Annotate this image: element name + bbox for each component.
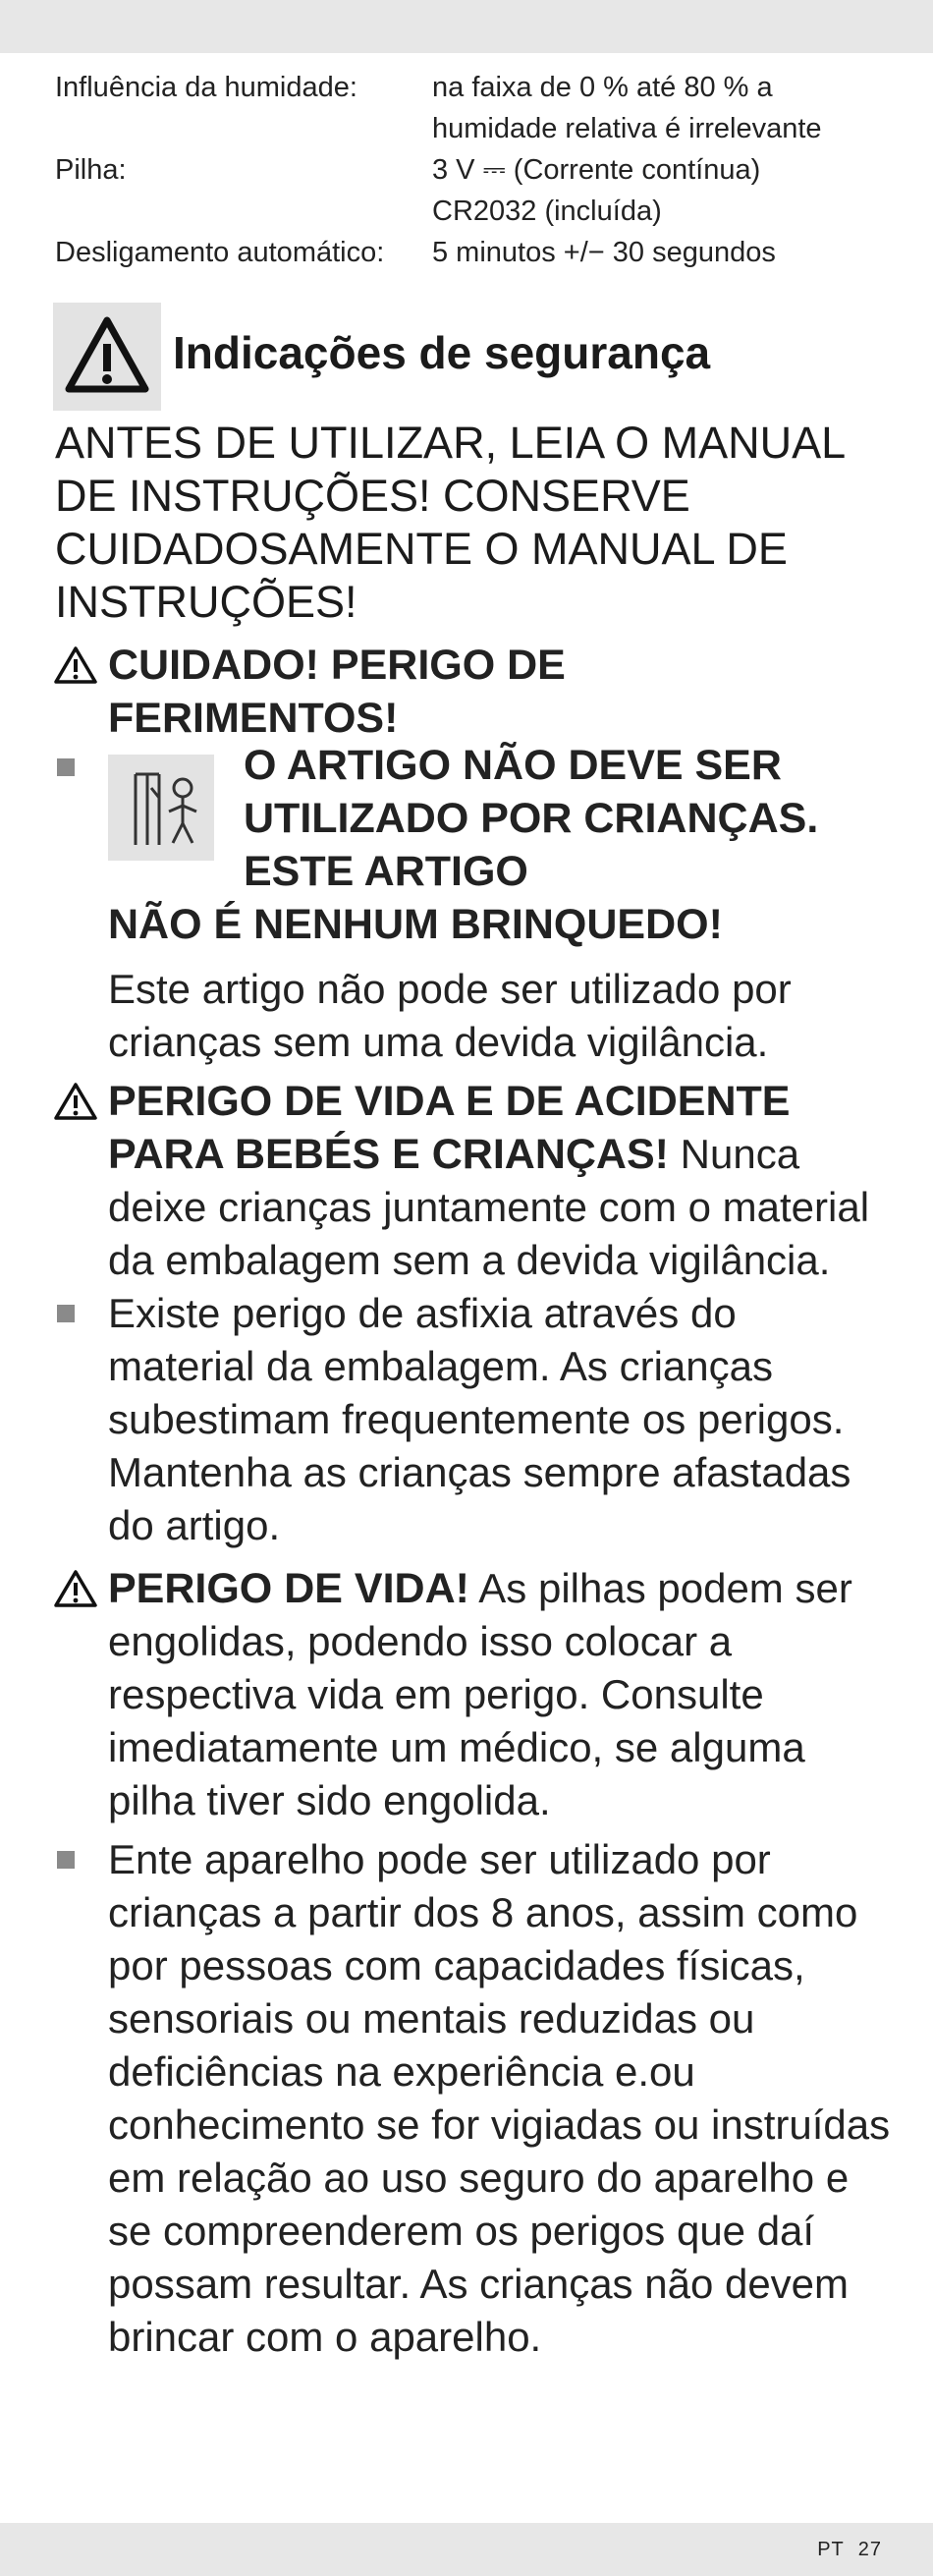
- warning-icon-box: [53, 303, 161, 411]
- warning-icon: [53, 1568, 98, 1609]
- page-footer: [803, 2539, 882, 2561]
- warning-icon: [53, 1081, 98, 1122]
- warning-triangle-icon: [53, 303, 161, 411]
- spec-label-auto-off: Desligamento automático:: [55, 237, 385, 268]
- bottom-bar: [0, 2523, 933, 2576]
- caps-notice: ANTES DE UTILIZAR, LEIA O MANUAL DE INSTRUÇÕES! CONSERVE CUIDADOSAMENTE O MANUAL DE INSTRUÇÕES!: [55, 418, 845, 627]
- warning-icon: [53, 644, 98, 686]
- caution-heading: CUIDADO! PERIGO DE FERIMENTOS!: [108, 642, 566, 742]
- bullet: [57, 1305, 75, 1322]
- spec-value-battery: 3 V ⎓ (Corrente contínua): [432, 154, 761, 186]
- danger-children-heading: PERIGO DE VIDA E DE ACIDENTE PARA BEBÉS E CRIANÇAS!: [108, 1078, 791, 1178]
- bullet: [57, 1851, 75, 1869]
- footer-language: PT: [817, 2539, 845, 2560]
- child-icon: [108, 755, 214, 861]
- asphyxia-text: Existe perigo de asfixia através do material da embalagem. As crianças subestimam frequentemente os perigos. Mantenha as crianças sempre afastadas do artigo.: [108, 1290, 851, 1548]
- danger-life-heading: PERIGO DE VIDA!: [108, 1565, 469, 1612]
- child-warning-b: NÃO É NENHUM BRINQUEDO!: [108, 901, 723, 948]
- page-number: 27: [857, 2539, 882, 2560]
- spec-value-humidity-2: humidade relativa é irrelevante: [432, 113, 822, 144]
- spec-value-humidity: na faixa de 0 % até 80 % a: [432, 72, 773, 103]
- child-warning-a: O ARTIGO NÃO DEVE SER UTILIZADO POR CRIANÇAS. ESTE ARTIGO: [244, 742, 819, 895]
- spec-label-humidity: Influência da humidade:: [55, 72, 357, 103]
- section-title: Indicações de segurança: [173, 327, 711, 378]
- child-note: Este artigo não pode ser utilizado por crianças sem uma devida vigilância.: [108, 966, 792, 1065]
- danger-life-paragraph: [108, 1562, 894, 1827]
- danger-life-text: As pilhas podem ser engolidas, podendo isso colocar a respectiva vida em perigo. Consulte imediatamente um médico, se alguma pilha tiver sido engolida.: [108, 1565, 852, 1823]
- bullet: [57, 758, 75, 776]
- danger-children-paragraph: [108, 1075, 894, 1287]
- spec-value-auto-off: 5 minutos +/− 30 segundos: [432, 237, 776, 268]
- spec-value-battery-2: CR2032 (incluída): [432, 196, 662, 227]
- danger-children-text: Nunca deixe crianças juntamente com o material da embalagem sem a devida vigilância.: [108, 1131, 870, 1283]
- spec-label-battery: Pilha:: [55, 154, 127, 186]
- device-use-text: Ente aparelho pode ser utilizado por crianças a partir dos 8 anos, assim como por pessoas com capacidades físicas, sensoriais ou mentais reduzidas ou deficiências na experiência e.ou conhecimento se for vigiadas ou instruídas em relação ao uso seguro do aparelho e se compreenderem os perigos que daí possam resultar. As crianças não devem brincar com o aparelho.: [108, 1836, 891, 2360]
- top-bar: [0, 0, 933, 53]
- child-warning-icon-box: [108, 755, 214, 861]
